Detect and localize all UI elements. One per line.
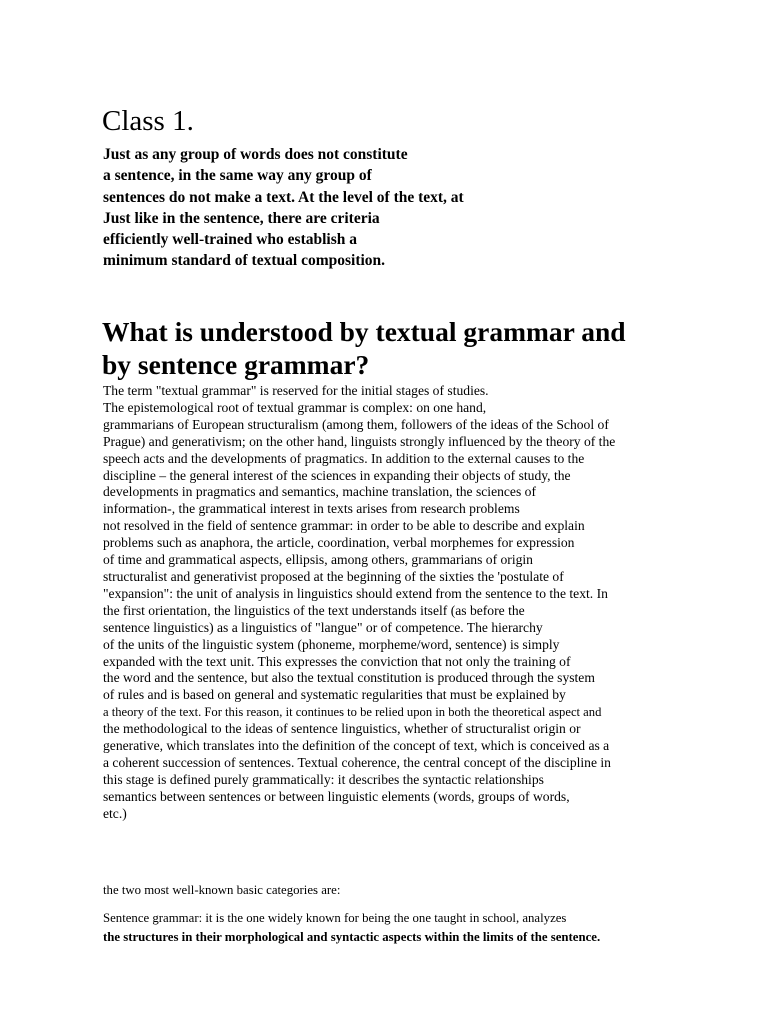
body-line: semantics between sentences or between linguistic elements (words, groups of words, xyxy=(103,788,570,804)
body-line: the first orientation, the linguistics of the text understands itself (as before the xyxy=(103,602,525,618)
section-heading-line: What is understood by textual grammar and xyxy=(102,316,626,347)
body-line: "expansion": the unit of analysis in linguistics should extend from the sentence to the text. In xyxy=(103,585,608,601)
section-heading xyxy=(102,315,626,381)
body-line: The epistemological root of textual grammar is complex: on one hand, xyxy=(103,399,487,415)
body-line: of rules and is based on general and systematic regularities that must be explained by xyxy=(103,687,566,703)
body-line: the word and the sentence, but also the textual constitution is produced through the system xyxy=(103,670,595,686)
intro-line: a sentence, in the same way any group of xyxy=(103,167,372,185)
body-line: not resolved in the field of sentence grammar: in order to be able to describe and explain xyxy=(103,518,585,534)
intro-line: Just as any group of words does not constitute xyxy=(103,146,408,163)
body-line: the methodological to the ideas of sentence linguistics, whether of structuralist origin or xyxy=(103,721,581,737)
body-line: information-, the grammatical interest in texts arises from research problems xyxy=(103,501,520,517)
body-line: of time and grammatical aspects, ellipsis, among others, grammarians of origin xyxy=(103,552,533,568)
body-line: a theory of the text. For this reason, it continues to be relied upon in both the theoretical aspect and xyxy=(103,705,602,720)
body-line: a coherent succession of sentences. Textual coherence, the central concept of the discipline in xyxy=(103,754,611,770)
body-line: sentence linguistics) as a linguistics of "langue" or of competence. The hierarchy xyxy=(103,619,543,635)
intro-paragraph xyxy=(103,144,464,272)
body-line: discipline – the general interest of the sciences in expanding their objects of study, the xyxy=(103,467,571,483)
body-line: structuralist and generativist proposed at the beginning of the sixties the 'postulate of xyxy=(103,568,564,584)
intro-line: minimum standard of textual composition. xyxy=(103,252,386,270)
sentence-grammar-paragraph xyxy=(103,909,600,947)
body-line: problems such as anaphora, the article, coordination, verbal morphemes for expression xyxy=(103,535,575,551)
body-line: etc.) xyxy=(103,805,127,821)
intro-line: sentences do not make a text. At the level of the text, at xyxy=(103,188,464,206)
categories-intro: the two most well-known basic categories are: xyxy=(103,883,341,897)
body-line: expanded with the text unit. This expresses the conviction that not only the training of xyxy=(103,653,571,669)
intro-line: efficiently well-trained who establish a xyxy=(103,231,358,249)
section-heading-line: by sentence grammar? xyxy=(102,349,370,380)
body-line: The term "textual grammar" is reserved for the initial stages of studies. xyxy=(103,383,489,398)
body-line: this stage is defined purely grammatically: it describes the syntactic relationships xyxy=(103,771,544,787)
body-paragraph xyxy=(103,383,615,823)
class-title: Class 1. xyxy=(102,105,194,137)
sentence-grammar-line: Sentence grammar: it is the one widely known for being the one taught in school, analyzes xyxy=(103,911,567,925)
body-line: speech acts and the developments of pragmatics. In addition to the external causes to the xyxy=(103,450,585,466)
intro-line: Just like in the sentence, there are criteria xyxy=(103,209,380,227)
body-line: generative, which translates into the definition of the concept of text, which is conceived as a xyxy=(103,738,610,754)
body-line: Prague) and generativism; on the other hand, linguists strongly influenced by the theory of the xyxy=(103,433,616,449)
body-line: grammarians of European structuralism (among them, followers of the ideas of the School of xyxy=(103,416,609,432)
sentence-grammar-bold-line: the structures in their morphological and syntactic aspects within the limits of the sentence. xyxy=(103,930,601,944)
body-line: developments in pragmatics and semantics, machine translation, the sciences of xyxy=(103,484,536,500)
body-line: of the units of the linguistic system (phoneme, morpheme/word, sentence) is simply xyxy=(103,636,560,652)
